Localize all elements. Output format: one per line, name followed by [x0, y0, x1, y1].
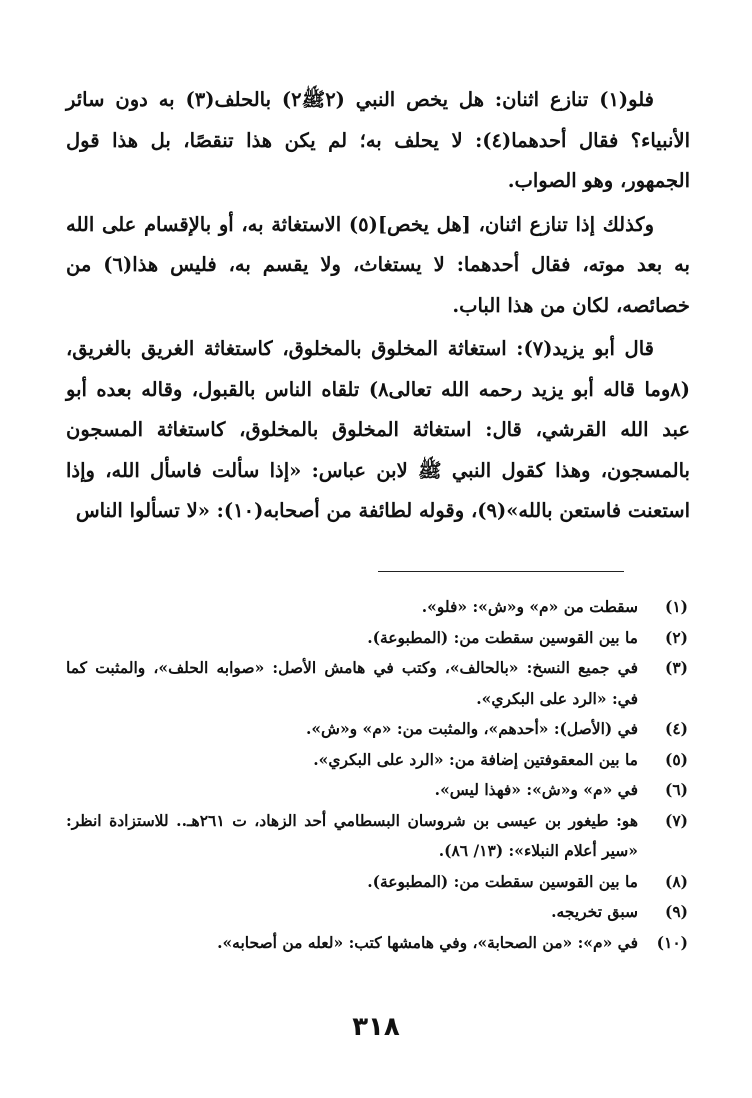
footnote-text: سبق تخريجه. — [551, 902, 638, 921]
paragraph-2: وكذلك إذا تنازع اثنان، [هل يخص](٥) الاستغاثة به، أو بالإقسام على الله به بعد موته، فقال أحدهما: لا يستغاث، ولا يقسم به، فليس هذا(٦) من خصائصه، لكان من هذا الباب. — [66, 212, 690, 317]
footnote-2 — [66, 623, 690, 654]
footnote-7 — [66, 806, 690, 867]
footnotes-block — [66, 592, 690, 958]
footnote-3 — [66, 653, 690, 714]
footnote-10 — [66, 928, 690, 959]
footnote-number: (٤) — [664, 719, 688, 738]
page-number: ٣١٨ — [352, 1012, 400, 1042]
footnote-4 — [66, 714, 690, 745]
footnote-number: (٢) — [664, 627, 688, 647]
footnote-8 — [66, 867, 690, 898]
footnote-text: ما بين القوسين سقطت من: (المطبوعة). — [367, 871, 638, 891]
footnote-text: في «م»: «من الصحابة»، وفي هامشها كتب: «لعله من أصحابه». — [217, 932, 638, 952]
footnote-6 — [66, 775, 690, 806]
footnote-text: هو: طيغور بن عيسى بن شروسان البسطامي أحد الزهاد، ت ٢٦١هـ.. للاستزادة انظر: «سير أعلام النبلاء»: (١٣/ ٨٦). — [66, 810, 638, 860]
footnote-number: (٩) — [664, 902, 688, 921]
footnote-text: ما بين المعقوفتين إضافة من: «الرد على البكري». — [313, 749, 638, 769]
footnote-number: (٥) — [664, 749, 688, 769]
footnote-number: (٦) — [664, 780, 688, 799]
paragraph-3: قال أبو يزيد(٧): استغاثة المخلوق بالمخلوق، كاستغاثة الغريق بالغريق، (٨وما قاله أبو يزيد رحمه الله تعالى٨) تلقاه الناس بالقبول، وقاله بعده أبو عبد الله القرشي، قال: استغاثة المخلوق بالمخلوق، كاستغاثة المسجون بالمسجون، وهذا كقول النبي ﷺ لابن عباس: «إذا سألت فاسأل الله، وإذا استعنت فاستعن بالله»(٩)، وقوله لطائفة من أصحابه(١٠): «لا تسألوا الناس — [66, 337, 690, 522]
footnote-text: في (الأصل): «أحدهم»، والمثبت من: «م» و«ش». — [305, 719, 638, 738]
footnote-number: (٨) — [664, 871, 688, 891]
footnote-text: سقطت من «م» و«ش»: «فلو». — [421, 597, 638, 616]
footnote-text: ما بين القوسين سقطت من: (المطبوعة). — [367, 627, 638, 647]
footnote-5 — [66, 745, 690, 776]
footnote-text: في جميع النسخ: «بالحالف»، وكتب في هامش الأصل: «صوابه الحلف»، والمثبت كما في: «الرد على البكري». — [66, 658, 638, 708]
main-text-block — [66, 80, 690, 532]
footnote-number: (٧) — [664, 810, 688, 830]
footnote-9 — [66, 897, 690, 928]
footnote-divider — [378, 571, 624, 572]
footnote-number: (١) — [664, 597, 688, 616]
footnote-number: (١٠) — [656, 932, 688, 952]
footnote-number: (٣) — [664, 658, 688, 677]
footnote-text: في «م» و«ش»: «فهذا ليس». — [434, 780, 638, 799]
footnote-1 — [66, 592, 690, 623]
paragraph-1: فلو(١) تنازع اثنان: هل يخص النبي (٢ﷺ٢) بالحلف(٣) به دون سائر الأنبياء؟ فقال أحدهما(٤): لا يحلف به؛ لم يكن هذا تنقصًا، بل هذا قول الجمهور، وهو الصواب. — [66, 88, 691, 192]
